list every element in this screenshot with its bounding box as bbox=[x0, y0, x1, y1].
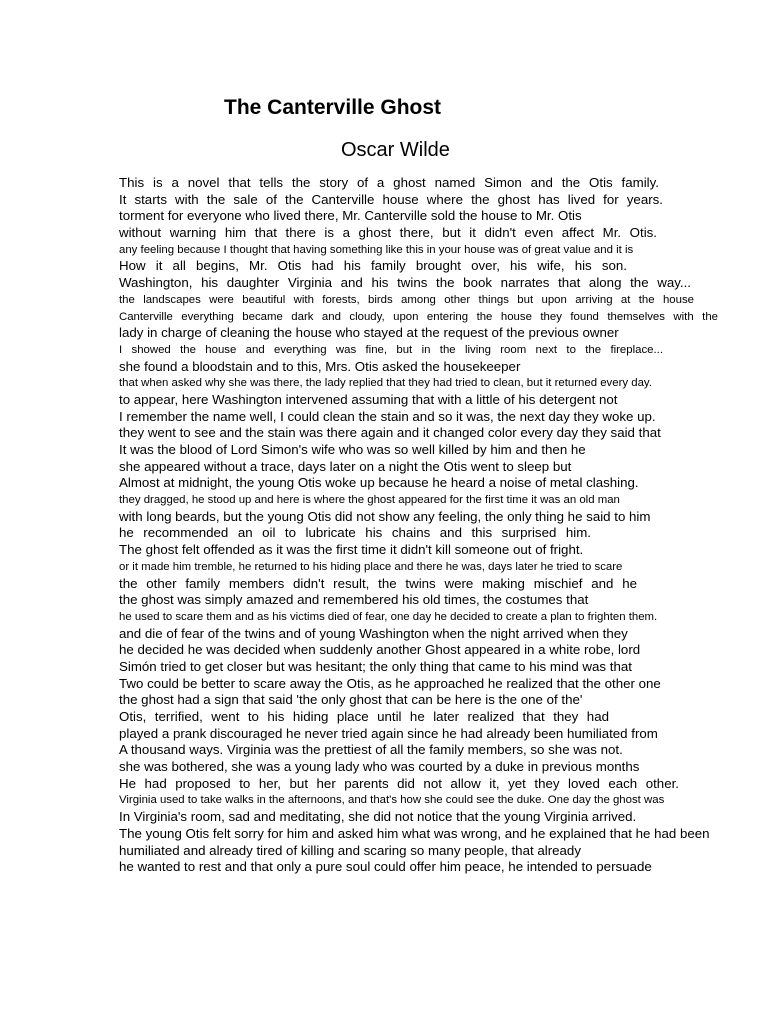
body-line: and die of fear of the twins and of young Washington when the night arrived when they bbox=[119, 625, 628, 641]
body-line: with long beards, but the young Otis did not show any feeling, the only thing he said to him bbox=[119, 508, 651, 524]
body-line: Washington, his daughter Virginia and his twins the book narrates that along the way... bbox=[119, 275, 691, 291]
body-line: the landscapes were beautiful with forests, birds among other things but upon arriving at the house bbox=[119, 293, 694, 306]
body-line: the ghost had a sign that said 'the only ghost that can be here is the one of the' bbox=[119, 692, 583, 708]
body-line: they went to see and the stain was there again and it changed color every day they said that bbox=[119, 425, 661, 441]
body-line: or it made him tremble, he returned to his hiding place and there he was, days later he tried to scare bbox=[119, 560, 623, 573]
body-line: to appear, here Washington intervened assuming that with a little of his detergent not bbox=[119, 391, 618, 407]
body-line: In Virginia's room, sad and meditating, she did not notice that the young Virginia arrived. bbox=[119, 809, 637, 825]
body-line: played a prank discouraged he never tried again since he had already been humiliated from bbox=[119, 725, 658, 741]
body-line: This is a novel that tells the story of a ghost named Simon and the Otis family. bbox=[119, 175, 659, 190]
body-line: I showed the house and everything was fine, but in the living room next to the fireplace... bbox=[119, 343, 663, 356]
body-line: A thousand ways. Virginia was the prettiest of all the family members, so she was not. bbox=[119, 742, 623, 758]
body-line: Two could be better to scare away the Otis, as he approached he realized that the other one bbox=[119, 675, 661, 691]
body-line: without warning him that there is a ghost there, but it didn't even affect Mr. Otis. bbox=[119, 225, 657, 241]
body-line: the other family members didn't result, the twins were making mischief and he bbox=[119, 575, 637, 591]
body-line: he used to scare them and as his victims died of fear, one day he decided to create a plan to frighten them. bbox=[119, 610, 658, 623]
body-line: torment for everyone who lived there, Mr. Canterville sold the house to Mr. Otis bbox=[119, 208, 582, 224]
body-line: He had proposed to her, but her parents did not allow it, yet they loved each other. bbox=[119, 775, 679, 791]
body-line: they dragged, he stood up and here is where the ghost appeared for the first time it was an old man bbox=[119, 494, 620, 507]
body-line: lady in charge of cleaning the house who stayed at the request of the previous owner bbox=[119, 325, 619, 341]
body-line: he decided he was decided when suddenly another Ghost appeared in a white robe, lord bbox=[119, 642, 641, 658]
body-line: Simón tried to get closer but was hesitant; the only thing that came to his mind was that bbox=[119, 658, 632, 674]
body-line: Almost at midnight, the young Otis woke up because he heard a noise of metal clashing. bbox=[119, 475, 639, 491]
document-author: Oscar Wilde bbox=[341, 139, 450, 161]
body-line: Canterville everything became dark and cloudy, upon entering the house they found themselves with the bbox=[119, 310, 718, 323]
body-line: she found a bloodstain and to this, Mrs. Otis asked the housekeeper bbox=[119, 358, 521, 374]
document-body bbox=[119, 175, 719, 876]
body-line: How it all begins, Mr. Otis had his family brought over, his wife, his son. bbox=[119, 258, 627, 274]
body-line: Otis, terrified, went to his hiding place until he later realized that they had bbox=[119, 709, 609, 724]
body-line: she appeared without a trace, days later on a night the Otis went to sleep but bbox=[119, 458, 572, 474]
body-line: It starts with the sale of the Canterville house where the ghost has lived for years. bbox=[119, 191, 663, 207]
body-line: I remember the name well, I could clean the stain and so it was, the next day they woke up. bbox=[119, 408, 656, 424]
body-line: the ghost was simply amazed and remembered his old times, the costumes that bbox=[119, 592, 589, 608]
body-line: The young Otis felt sorry for him and asked him what was wrong, and he explained that he had been bbox=[119, 825, 710, 841]
body-line: humiliated and already tired of killing and scaring so many people, that already bbox=[119, 842, 581, 858]
body-line: Virginia used to take walks in the afternoons, and that's how she could see the duke. One day the ghost was bbox=[119, 794, 665, 807]
document-title: The Canterville Ghost bbox=[224, 96, 442, 119]
body-line: any feeling because I thought that having something like this in your house was of great value and it is bbox=[119, 243, 634, 256]
body-line: he recommended an oil to lubricate his chains and this surprised him. bbox=[119, 525, 591, 541]
body-line: she was bothered, she was a young lady who was courted by a duke in previous months bbox=[119, 759, 640, 775]
body-line: It was the blood of Lord Simon's wife who was so well killed by him and then he bbox=[119, 442, 586, 457]
body-line: The ghost felt offended as it was the first time it didn't kill someone out of fright. bbox=[119, 542, 584, 558]
body-line: he wanted to rest and that only a pure soul could offer him peace, he intended to persuade bbox=[119, 859, 652, 875]
body-line: that when asked why she was there, the lady replied that they had tried to clean, but it returned every day. bbox=[119, 377, 652, 390]
